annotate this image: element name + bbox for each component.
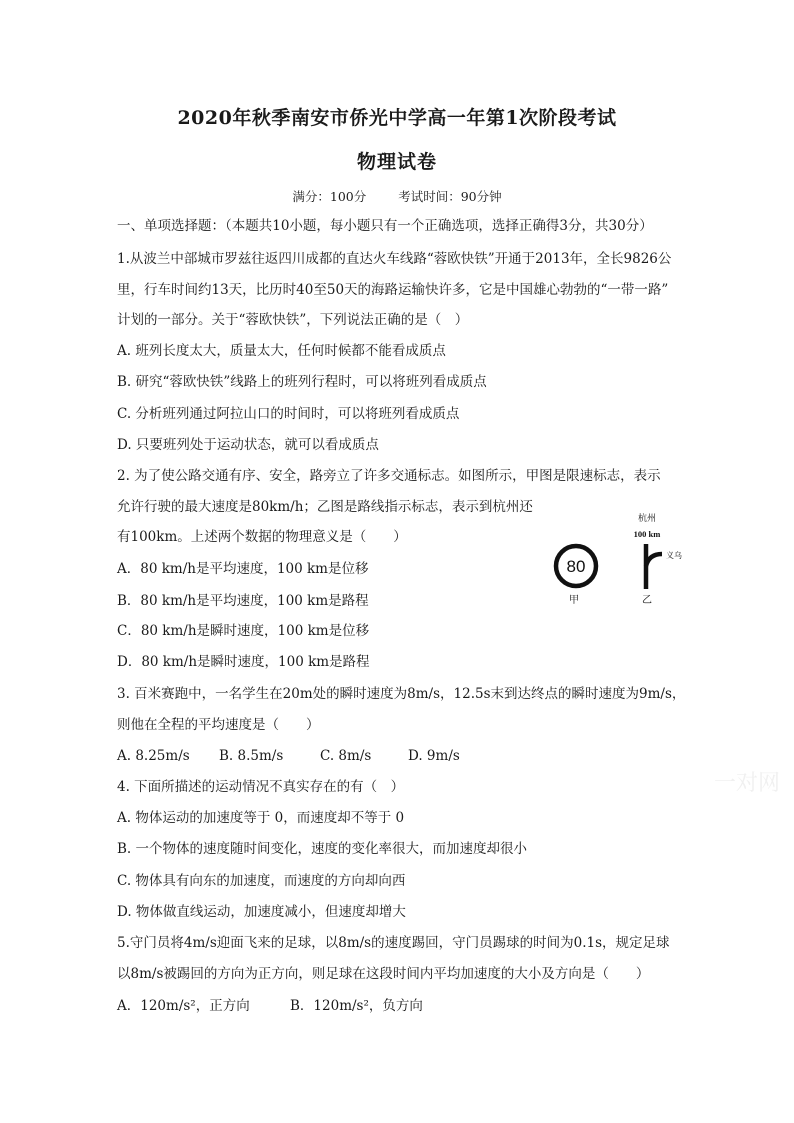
q1-stem-line2: 里，行车时间约13天，比历时40至50天的海路运输快许多，它是中国雄心勃勃的“一带一路” xyxy=(117,282,669,298)
q2-option-a: A．80 km/h是平均速度，100 km是位移 xyxy=(117,561,369,577)
q2-stem-line1: 2. 为了使公路交通有序、安全，路旁立了许多交通标志。如图所示，甲图是限速标志，表示 xyxy=(117,468,661,484)
q3-option-c: C. 8m/s xyxy=(320,748,372,764)
exam-time: 考试时间：90分钟 xyxy=(398,189,502,204)
route-sign xyxy=(634,512,682,589)
q5-option-b: B．120m/s²，负方向 xyxy=(290,998,423,1014)
exam-meta xyxy=(0,187,794,205)
q4-option-b: B. 一个物体的速度随时间变化，速度的变化率很大，而加速度却很小 xyxy=(117,841,528,857)
section-heading: 一、单项选择题：（本题共10小题，每小题只有一个正确选项，选择正确得3分，共30分） xyxy=(117,218,653,234)
full-score: 满分：100分 xyxy=(292,189,367,204)
q5-stem-line1: 5.守门员将4m/s迎面飞来的足球，以8m/s的速度踢回，守门员踢球的时间为0.1s，规定足球 xyxy=(117,935,670,951)
q2-option-d: D．80 km/h是瞬时速度，100 km是路程 xyxy=(117,654,370,670)
q3-option-b: B. 8.5m/s xyxy=(219,748,284,764)
route-distance: 100 km xyxy=(633,529,661,539)
q3-stem-line1: 3. 百米赛跑中，一名学生在20m处的瞬时速度为8m/s，12.5s末到达终点的瞬时速度为9m/s， xyxy=(117,686,686,702)
traffic-signs-figure xyxy=(545,510,715,610)
q1-option-a: A. 班列长度太大，质量太大，任何时候都不能看成质点 xyxy=(117,343,446,359)
route-branch-city: 义乌 xyxy=(666,551,682,560)
q5-options xyxy=(117,997,423,1015)
q1-option-c: C. 分析班列通过阿拉山口的时间时，可以将班列看成质点 xyxy=(117,406,460,422)
route-city: 杭州 xyxy=(637,514,657,524)
q5-option-a: A．120m/s²，正方向 xyxy=(117,998,250,1014)
q4-option-c: C. 物体具有向东的加速度，而速度的方向却向西 xyxy=(117,873,406,889)
speed-limit-sign xyxy=(556,546,596,586)
q2-stem-line2: 允许行驶的最大速度是80km/h；乙图是路线指示标志，表示到杭州还 xyxy=(117,499,533,515)
q4-option-a: A. 物体运动的加速度等于 0，而速度却不等于 0 xyxy=(117,810,405,826)
label-yi: 乙 xyxy=(642,595,652,606)
watermark: 一对网 xyxy=(714,771,781,796)
q2-option-b: B．80 km/h是平均速度，100 km是路程 xyxy=(117,593,369,609)
q3-stem-line2: 则他在全程的平均速度是（ ） xyxy=(117,717,320,733)
exam-title: 2020年秋季南安市侨光中学高一年第1次阶段考试 xyxy=(177,107,617,129)
q1-option-d: D. 只要班列处于运动状态，就可以看成质点 xyxy=(117,437,379,453)
route-branch-line xyxy=(646,554,662,566)
exam-subtitle: 物理试卷 xyxy=(356,151,437,173)
q1-option-b: B. 研究“蓉欧快铁”线路上的班列行程时，可以将班列看成质点 xyxy=(117,374,487,390)
q5-stem-line2: 以8m/s被踢回的方向为正方向，则足球在这段时间内平均加速度的大小及方向是（ ） xyxy=(117,966,650,982)
q2-stem-line3: 有100km。上述两个数据的物理意义是（ ） xyxy=(117,529,407,545)
q3-option-a: A. 8.25m/s xyxy=(117,748,190,764)
label-jia: 甲 xyxy=(569,595,579,606)
q4-option-d: D. 物体做直线运动，加速度减小，但速度却增大 xyxy=(117,904,406,920)
q2-option-c: C．80 km/h是瞬时速度，100 km是位移 xyxy=(117,623,370,639)
speed-limit-value: 80 xyxy=(566,557,586,576)
q1-stem-line3: 计划的一部分。关于“蓉欧快铁”，下列说法正确的是（ ） xyxy=(117,312,469,328)
q3-option-d: D. 9m/s xyxy=(408,748,460,764)
q4-stem: 4. 下面所描述的运动情况不真实存在的有（ ） xyxy=(117,779,405,795)
q3-options xyxy=(117,747,460,765)
q1-stem-line1: 1.从波兰中部城市罗兹往返四川成都的直达火车线路“蓉欧快铁”开通于2013年，全长9826公 xyxy=(117,251,672,267)
